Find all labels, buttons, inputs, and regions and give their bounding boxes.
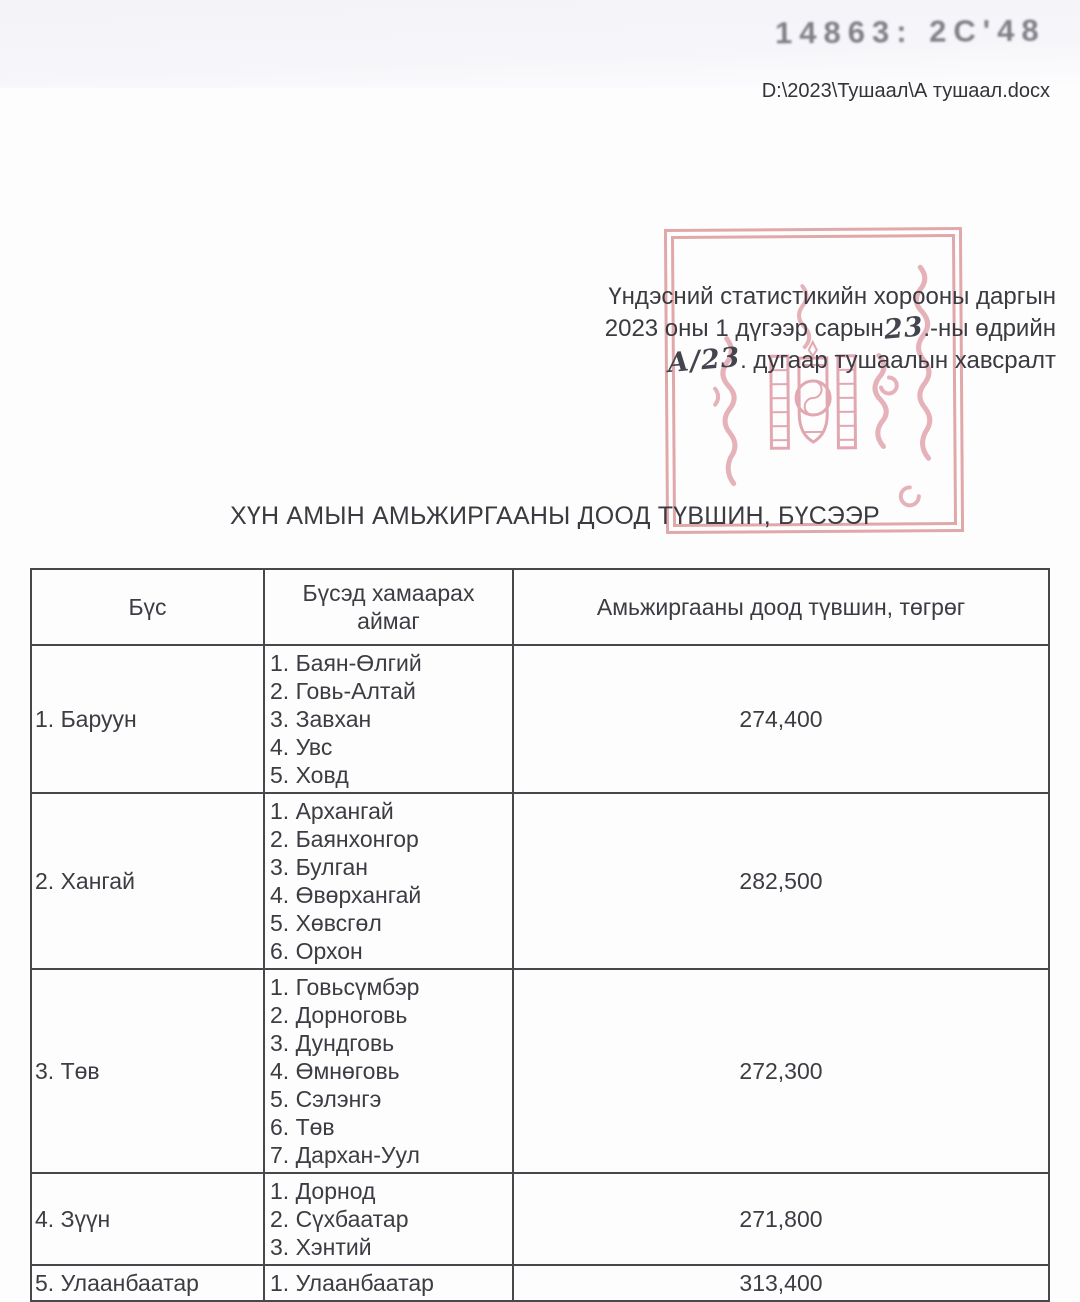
living-standard-table xyxy=(30,568,1050,1302)
province-item: 5. Хөвсгөл xyxy=(270,910,382,936)
value-cell: 313,400 xyxy=(513,1265,1049,1301)
table-row xyxy=(31,645,1049,793)
province-item: 4. Өмнөговь xyxy=(270,1058,400,1084)
annex-line-3 xyxy=(605,341,1056,380)
province-item: 6. Төв xyxy=(270,1114,335,1140)
region-cell: 2. Хангай xyxy=(31,793,264,969)
province-item: 3. Завхан xyxy=(270,706,372,732)
province-item: 3. Булган xyxy=(270,854,368,880)
annex-line-3-suffix: . дугаар тушаалын хавсралт xyxy=(740,347,1056,374)
province-item: 4. Увс xyxy=(270,734,333,760)
province-item: 6. Орхон xyxy=(270,938,363,964)
province-item: 2. Баянхонгор xyxy=(270,826,419,852)
region-cell: 4. Зүүн xyxy=(31,1173,264,1265)
provinces-cell xyxy=(264,793,513,969)
table-header-row xyxy=(31,569,1049,645)
annex-line-1: Үндэсний статистикийн хорооны даргын xyxy=(608,283,1056,310)
value-cell: 272,300 xyxy=(513,969,1049,1173)
column-header-value: Амьжиргааны доод түвшин, төгрөг xyxy=(513,569,1049,645)
annex-line-2 xyxy=(605,312,1056,344)
table-row xyxy=(31,793,1049,969)
document-file-path: D:\2023\Тушаал\А тушаал.docx xyxy=(761,80,1050,102)
province-item: 2. Говь-Алтай xyxy=(270,678,416,704)
value-cell: 274,400 xyxy=(513,645,1049,793)
province-item: 3. Хэнтий xyxy=(270,1234,372,1260)
table-row xyxy=(31,1265,1049,1301)
provinces-cell xyxy=(264,969,513,1173)
annex-line-2-text: 2023 оны 1 дүгээр сарын xyxy=(604,315,884,342)
province-item: 1. Улаанбаатар xyxy=(270,1270,434,1296)
province-item: 2. Дорноговь xyxy=(270,1002,408,1028)
province-item: 1. Архангай xyxy=(270,798,394,824)
province-item: 1. Баян-Өлгий xyxy=(270,650,422,676)
province-item: 1. Дорнод xyxy=(270,1178,376,1204)
region-cell: 5. Улаанбаатар xyxy=(31,1265,264,1301)
province-item: 1. Говьсүмбэр xyxy=(270,974,420,1000)
handwritten-day: 23 xyxy=(882,311,925,346)
table-row xyxy=(31,1173,1049,1265)
column-header-region: Бүс xyxy=(31,569,264,645)
province-item: 7. Дархан-Уул xyxy=(270,1142,420,1168)
province-item: 5. Сэлэнгэ xyxy=(270,1086,382,1112)
annex-header-block xyxy=(604,281,1056,380)
handwritten-order-number: А/23 xyxy=(665,341,742,380)
table-row xyxy=(31,969,1049,1173)
value-cell: 271,800 xyxy=(513,1173,1049,1265)
table-body xyxy=(31,645,1049,1301)
official-red-seal xyxy=(664,227,964,534)
province-item: 4. Өвөрхангай xyxy=(270,882,422,908)
value-cell: 282,500 xyxy=(513,793,1049,969)
document-title: ХҮН АМЫН АМЬЖИРГААНЫ ДООД ТҮВШИН, БҮСЭЭР xyxy=(230,502,880,530)
faded-registry-stamp-number: 14863: 2C'48 xyxy=(775,12,1047,51)
province-item: 5. Ховд xyxy=(270,762,349,788)
provinces-cell xyxy=(264,645,513,793)
annex-line-2-suffix: .-ны өдрийн xyxy=(923,315,1056,342)
region-cell: 3. Төв xyxy=(31,969,264,1173)
provinces-cell xyxy=(264,1173,513,1265)
province-item: 3. Дундговь xyxy=(270,1030,395,1056)
provinces-cell xyxy=(264,1265,513,1301)
region-cell: 1. Баруун xyxy=(31,645,264,793)
province-item: 2. Сүхбаатар xyxy=(270,1206,409,1232)
column-header-provinces: Бүсэд хамаарах аймаг xyxy=(264,569,513,645)
